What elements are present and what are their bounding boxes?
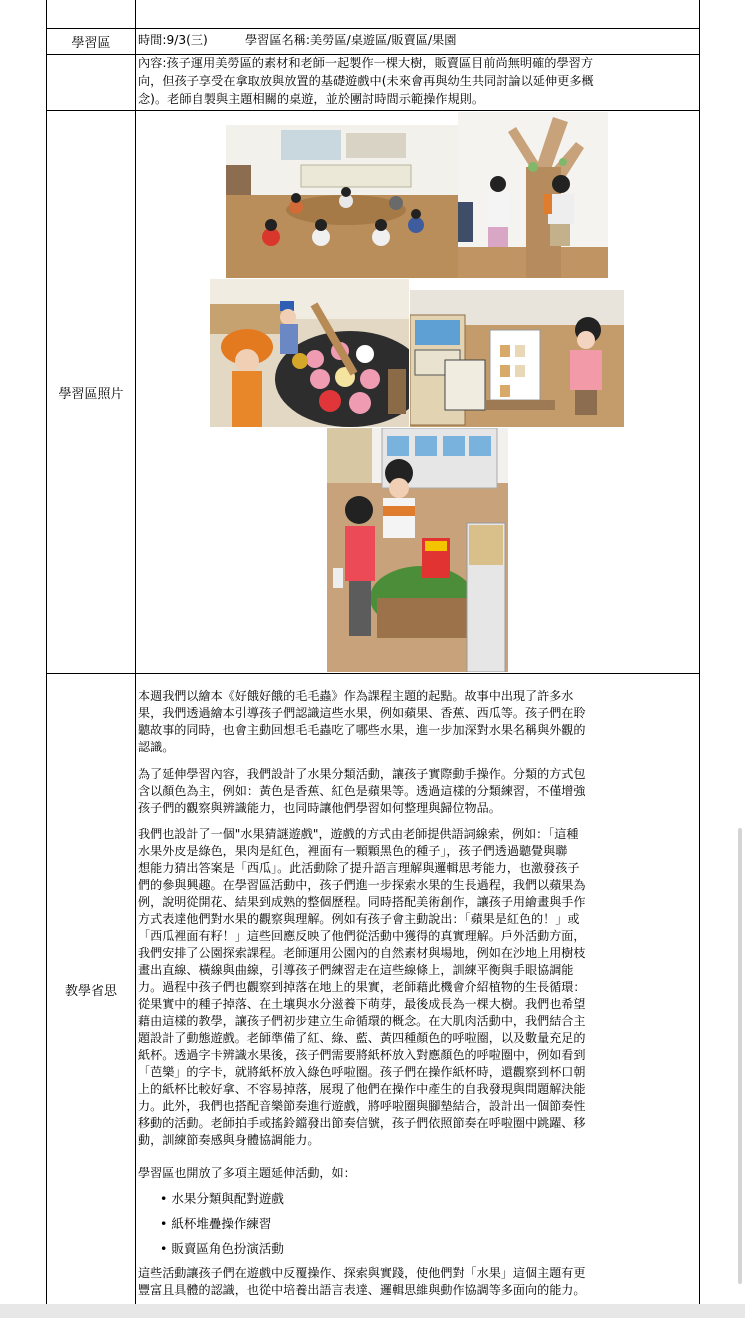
list-item: • 紙杯堆疊操作練習: [160, 1216, 272, 1231]
classroom-circle-photo: [226, 125, 458, 278]
reflection-paragraph-4: 學習區也開放了多項主題延伸活動，如：: [138, 1166, 356, 1180]
area-names-text: 學習區名稱:美勞區/桌遊區/販賣區/果園: [245, 33, 457, 47]
content-line: 念)。老師自製與主題相關的桌遊，並於團討時間示範操作規則。: [138, 92, 485, 106]
fruit-plate-game-photo: [210, 279, 409, 427]
list-item: • 水果分類與配對遊戲: [160, 1191, 284, 1206]
area-row-label: 學習區: [71, 36, 111, 51]
time-text: 時間:9/3(三): [138, 33, 208, 47]
list-item: • 販賣區角色扮演活動: [160, 1241, 284, 1256]
bottom-bar: [0, 1304, 745, 1318]
photos-row-label: 學習區照片: [58, 386, 124, 402]
paper-tree-photo: [458, 112, 608, 278]
content-line: 向，但孩子享受在拿取放與放置的基礎遊戲中(未來會再與幼生共同討論以延伸更多概: [138, 74, 594, 88]
content-line: 內容:孩子運用美勞區的素材和老師一起製作一棵大樹，販賣區目前尚無明確的學習方: [138, 56, 594, 70]
scrollbar[interactable]: [738, 828, 742, 1284]
shop-shelf-photo: [410, 290, 624, 427]
orchard-table-photo: [327, 428, 508, 672]
reflection-row-label: 教學省思: [64, 983, 117, 999]
